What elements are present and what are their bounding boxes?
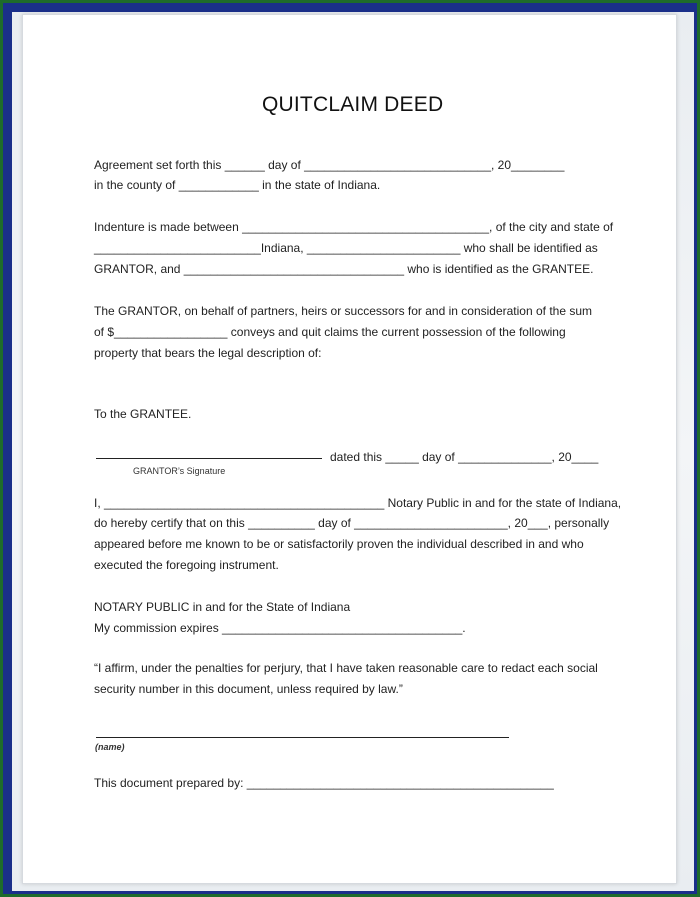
commission-line: My commission expires ____________________________________.	[94, 621, 466, 635]
grantee-line: GRANTOR, and _________________________________ who is identified as the GRANTEE.	[94, 262, 594, 276]
name-caption: (name)	[95, 742, 125, 752]
county-line: in the county of ____________ in the state of Indiana.	[94, 178, 381, 192]
grantor-signature-rule	[96, 458, 322, 459]
grantor-signature-caption: GRANTOR’s Signature	[133, 466, 226, 476]
to-grantee-line: To the GRANTEE.	[94, 407, 192, 421]
name-signature-rule	[96, 737, 509, 738]
affirmation-line-2: security number in this document, unless required by law.”	[94, 682, 403, 696]
notary-public-line: NOTARY PUBLIC in and for the State of Indiana	[94, 600, 351, 614]
affirmation-line-1: “I affirm, under the penalties for perjury, that I have taken reasonable care to redact each social	[94, 661, 598, 675]
certify-line: do hereby certify that on this __________ day of _______________________, 20___, personally	[94, 516, 610, 530]
consideration-line: The GRANTOR, on behalf of partners, heirs or successors for and in consideration of the sum	[94, 304, 593, 318]
legal-description-line: property that bears the legal description of:	[94, 346, 322, 360]
indenture-line: Indenture is made between _____________________________________, of the city and state of	[94, 220, 614, 234]
grantor-city-line: _________________________Indiana, _______________________ who shall be identified as	[94, 241, 598, 255]
sum-line: of $_________________ conveys and quit claims the current possession of the following	[94, 325, 566, 339]
document-title: QUITCLAIM DEED	[262, 93, 444, 116]
document-page	[22, 14, 677, 884]
executed-line: executed the foregoing instrument.	[94, 558, 279, 572]
notary-line: I, __________________________________________ Notary Public in and for the state of Indiana,	[94, 496, 622, 510]
prepared-by-line: This document prepared by: ______________________________________________	[94, 776, 554, 790]
signature-date-line: dated this _____ day of ______________, 20____	[330, 450, 599, 464]
agreement-line: Agreement set forth this ______ day of ____________________________, 20________	[94, 158, 565, 172]
appeared-line: appeared before me known to be or satisfactorily proven the individual described in and who	[94, 537, 584, 551]
